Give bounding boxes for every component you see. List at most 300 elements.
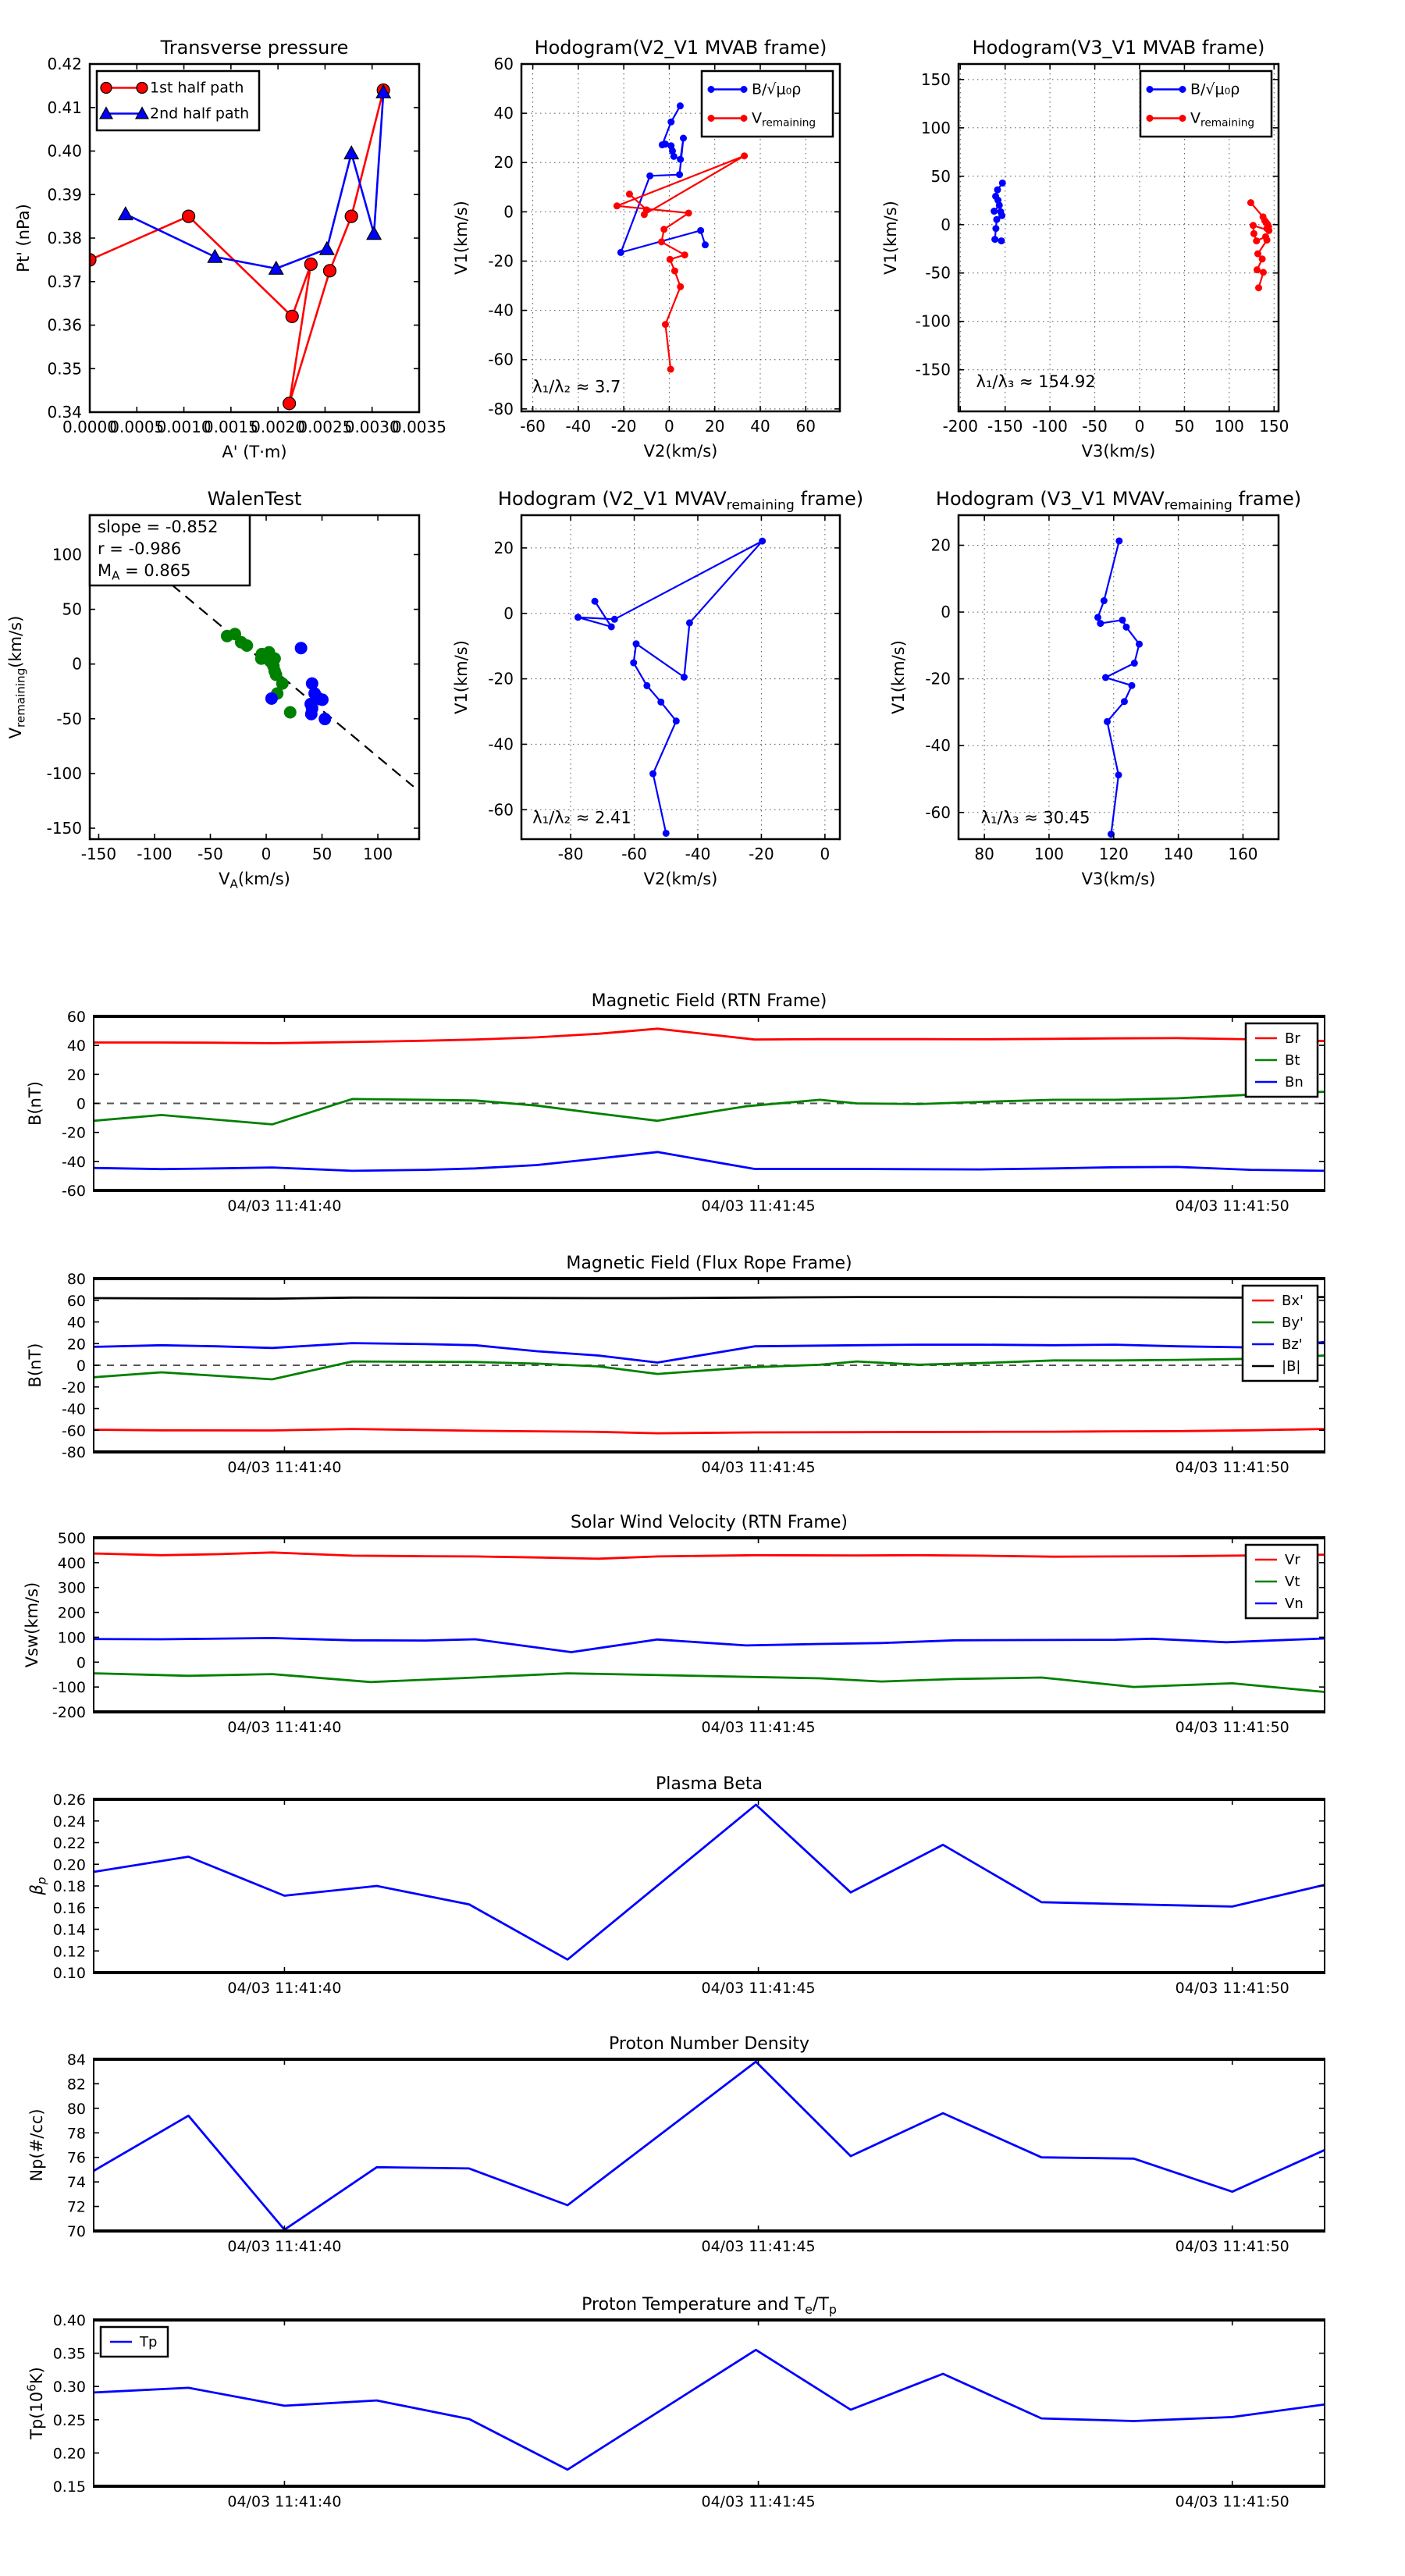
dot-marker (1247, 199, 1254, 206)
dot-marker (1115, 771, 1122, 778)
y-tick-label: 74 (66, 2174, 86, 2192)
annotation-line: slope = -0.852 (98, 518, 219, 536)
y-tick-label: 50 (62, 600, 82, 619)
y-tick-label: 0.40 (47, 141, 82, 161)
annotation: λ₁/λ₃ ≈ 154.92 (976, 372, 1096, 391)
x-tick-label: 100 (1214, 417, 1244, 436)
y-tick-label: 0 (76, 1095, 86, 1113)
y-tick-label: 0.10 (52, 1965, 86, 1982)
dot-marker (697, 227, 704, 234)
triangle-marker (320, 242, 334, 254)
y-tick-label: 0.18 (52, 1878, 86, 1895)
y-axis-label: $\beta_p$ (27, 1877, 49, 1895)
series-Vt-line (94, 1674, 1325, 1692)
y-tick-label: 0.15 (52, 2478, 86, 2496)
legend-label: By' (1282, 1315, 1304, 1331)
y-axis-label: $V_{remaining}(km/s)$ (6, 615, 28, 739)
circle-marker (304, 258, 317, 270)
dot-marker (662, 321, 669, 328)
legend-label: $V_{remaining}$ (1190, 109, 1255, 130)
x-axis-label: V3(km/s) (1081, 442, 1156, 461)
dot-marker (657, 699, 664, 706)
y-tick-label: 0.35 (47, 359, 82, 379)
y-axis-label: Vsw(km/s) (23, 1582, 41, 1668)
y-axis-label: V1(km/s) (452, 640, 471, 714)
x-tick-label: 100 (1033, 845, 1065, 863)
legend (97, 71, 259, 130)
dot-marker (1101, 597, 1108, 604)
x-tick-label: 0 (820, 845, 831, 863)
plot-title: Hodogram (V3_V1 $MVAV_{remaining}$ frame) (935, 488, 1302, 514)
y-tick-label: 0.41 (47, 98, 82, 117)
y-tick-label: 82 (66, 2076, 86, 2094)
legend (1140, 71, 1272, 137)
x-tick-label: 04/03 11:41:50 (1175, 1719, 1289, 1736)
y-tick-label: 80 (66, 2100, 86, 2118)
y-axis-label: Np(#/cc) (27, 2108, 46, 2182)
series-By-prime-line (94, 1356, 1325, 1380)
x-tick-label: 100 (362, 845, 393, 863)
y-tick-label: -80 (488, 399, 514, 418)
plot-title: Hodogram(V3_V1 MVAB frame) (972, 37, 1265, 59)
dot-marker (1265, 227, 1272, 234)
y-tick-label: 0.12 (52, 1943, 86, 1961)
dot-marker (295, 642, 308, 654)
y-tick-label: 40 (493, 104, 514, 123)
y-tick-label: 200 (57, 1604, 86, 1622)
y-tick-label: -60 (925, 802, 951, 822)
dot-marker (991, 208, 998, 215)
dot-marker (240, 639, 253, 652)
legend (1243, 1286, 1318, 1381)
dot-marker (1259, 255, 1266, 262)
series-Bx-prime-line (94, 1429, 1325, 1434)
series-layer (94, 1553, 1325, 1692)
plot-magnetic-field-rtn (26, 991, 1325, 1215)
y-tick-label: -100 (52, 1679, 86, 1697)
x-tick-label: 0 (1134, 417, 1145, 436)
y-tick-label: 0.34 (47, 403, 82, 422)
y-tick-label: 0.38 (47, 229, 82, 247)
x-axis-label: $V_A(km/s)$ (219, 870, 290, 891)
x-tick-label: 04/03 11:41:40 (227, 1459, 342, 1476)
y-tick-label: -50 (56, 709, 82, 728)
x-tick-label: 0 (261, 845, 272, 863)
legend-label: Vt (1285, 1574, 1300, 1590)
legend-label: Vr (1285, 1552, 1300, 1568)
annotation-line: r = -0.986 (98, 539, 182, 558)
legend (702, 71, 833, 137)
y-tick-label: 0.24 (52, 1813, 86, 1831)
circle-marker (323, 265, 336, 277)
dot-marker (630, 660, 637, 667)
series-layer (94, 2062, 1325, 2229)
x-tick-label: 04/03 11:41:45 (701, 2493, 816, 2510)
x-axis-label: V2(km/s) (643, 870, 718, 888)
dot-marker (649, 770, 656, 777)
x-tick-label: 50 (311, 845, 333, 863)
x-tick-label: 04/03 11:41:45 (701, 1197, 816, 1215)
series-Bn-line (94, 1152, 1325, 1171)
dot-marker (996, 201, 1003, 208)
dot-marker (676, 171, 683, 178)
y-tick-label: 150 (920, 69, 951, 89)
y-tick-label: 50 (930, 166, 951, 186)
y-tick-label: -200 (52, 1704, 86, 1721)
plot-proton-number-density (27, 2034, 1325, 2255)
dot-marker (592, 598, 599, 605)
x-tick-label: 04/03 11:41:40 (227, 1197, 342, 1215)
x-tick-label: 04/03 11:41:40 (227, 2493, 342, 2510)
x-tick-label: 0.0000 (62, 418, 117, 436)
x-tick-label: 0.0035 (392, 418, 446, 436)
dot-marker (663, 830, 670, 837)
dot-marker (1097, 620, 1104, 627)
y-tick-label: 0 (941, 215, 951, 234)
x-tick-label: 160 (1228, 845, 1258, 863)
y-axis-label: V1(km/s) (452, 201, 471, 275)
y-tick-label: 0.30 (52, 2379, 86, 2396)
y-tick-label: 20 (66, 1336, 86, 1354)
y-tick-label: 400 (57, 1554, 86, 1572)
x-tick-label: -200 (942, 417, 978, 436)
legend-label: B/√μ₀ρ (752, 80, 802, 98)
dot-marker (284, 706, 297, 719)
y-tick-label: -80 (61, 1444, 86, 1461)
plot-title: Proton Number Density (609, 2034, 809, 2054)
y-axis-label: $Tp(10^6K)$ (24, 2367, 46, 2439)
plot-proton-temperature (25, 2295, 1325, 2510)
x-tick-label: -80 (557, 845, 584, 863)
x-tick-label: -20 (749, 845, 774, 863)
y-axis-label: Pt' (nPa) (14, 204, 33, 272)
plot-title: Solar Wind Velocity (RTN Frame) (571, 1513, 848, 1532)
dot-marker (1121, 698, 1128, 705)
x-tick-label: 0.0025 (297, 418, 353, 436)
legend (1246, 1023, 1318, 1097)
x-tick-label: -60 (520, 417, 546, 436)
x-tick-label: 120 (1098, 845, 1129, 863)
legend (1246, 1545, 1318, 1618)
dot-marker (1115, 537, 1122, 544)
y-tick-label: 20 (493, 153, 514, 173)
y-tick-label: 100 (57, 1629, 86, 1647)
x-tick-label: -60 (621, 845, 647, 863)
y-tick-label: -20 (488, 669, 514, 688)
x-tick-label: 04/03 11:41:45 (701, 1980, 816, 1997)
circle-marker (286, 310, 298, 322)
y-axis-label: B(nT) (26, 1081, 44, 1126)
x-tick-label: 04/03 11:41:50 (1175, 2493, 1289, 2510)
y-tick-label: 70 (66, 2223, 86, 2240)
x-tick-label: -40 (685, 845, 711, 863)
x-axis-label: V3(km/s) (1081, 870, 1156, 888)
x-tick-label: 04/03 11:41:40 (227, 1719, 342, 1736)
y-tick-label: 0.35 (52, 2345, 86, 2363)
y-tick-label: 0.36 (47, 315, 82, 335)
plot-plasma-beta (27, 1774, 1325, 1997)
series-layer (1094, 537, 1143, 838)
dot-marker (992, 225, 999, 232)
y-tick-label: -50 (925, 263, 951, 283)
y-tick-label: 0.26 (52, 1791, 86, 1809)
plot-hodogram-v2v1-mvav (452, 488, 863, 888)
series-B-magnitude-line (94, 1297, 1325, 1299)
y-tick-label: 40 (66, 1314, 86, 1332)
plot-title: Plasma Beta (656, 1774, 763, 1794)
dot-marker (998, 237, 1005, 244)
y-tick-label: 60 (493, 55, 514, 73)
legend-label: Bx' (1282, 1293, 1304, 1309)
annotation: λ₁/λ₂ ≈ 2.41 (532, 808, 631, 827)
x-tick-label: -50 (1082, 417, 1108, 436)
dot-marker (1131, 660, 1138, 667)
dot-marker (1102, 674, 1109, 681)
x-tick-label: -20 (610, 417, 637, 436)
dot-marker (658, 238, 665, 245)
series-V-remaining-markers (614, 152, 748, 372)
dot-marker (667, 366, 674, 373)
y-tick-label: 40 (66, 1037, 86, 1055)
dot-marker (1250, 230, 1257, 237)
series-B-mvab-markers (991, 180, 1006, 244)
y-tick-label: -60 (61, 1183, 86, 1200)
y-tick-label: 80 (66, 1271, 86, 1288)
dot-marker (643, 682, 650, 689)
dot-marker (660, 226, 667, 233)
plot-hodogram-v2v1-mvab (452, 37, 840, 461)
y-tick-label: 0 (941, 603, 951, 622)
triangle-marker (367, 226, 381, 239)
y-axis-label: V1(km/s) (881, 201, 900, 275)
plot-title: Magnetic Field (RTN Frame) (591, 991, 827, 1011)
legend-label: 2nd half path (150, 105, 250, 123)
plot-hodogram-v3v1-mvab (881, 37, 1289, 461)
dot-marker (670, 153, 678, 160)
dot-marker (646, 173, 653, 180)
y-tick-label: 0 (72, 654, 82, 674)
dot-marker (318, 713, 331, 725)
y-tick-label: -40 (61, 1400, 86, 1418)
plot-title: Magnetic Field (Flux Rope Frame) (566, 1254, 852, 1273)
legend-label: $V_{remaining}$ (752, 109, 816, 130)
triangle-marker (119, 207, 133, 219)
dot-marker (702, 241, 709, 248)
series-V-remaining-line (617, 156, 744, 369)
dot-marker (1250, 222, 1257, 229)
annotation: λ₁/λ₃ ≈ 30.45 (980, 808, 1090, 827)
x-tick-label: 0.0005 (109, 418, 165, 436)
y-tick-label: -20 (61, 1124, 86, 1142)
y-tick-label: 0 (503, 603, 514, 623)
series-Tp-line (94, 2350, 1325, 2469)
y-tick-label: -150 (915, 360, 951, 379)
series-Vn-line (94, 1638, 1325, 1652)
legend-label: Tp (140, 2334, 158, 2350)
dot-marker (1254, 266, 1261, 273)
x-axis-label: V2(km/s) (643, 442, 718, 461)
series-beta-p-line (94, 1805, 1325, 1959)
y-tick-label: 72 (66, 2198, 86, 2216)
y-tick-label: 0 (503, 202, 514, 222)
plot-title: Hodogram(V2_V1 MVAB frame) (534, 37, 827, 59)
dot-marker (1104, 718, 1111, 725)
x-axis-label: A' (T·m) (222, 443, 287, 461)
x-tick-label: 150 (1259, 417, 1289, 436)
legend-label: 1st half path (150, 79, 244, 97)
dot-marker (993, 216, 1000, 223)
y-tick-label: 60 (66, 1009, 86, 1026)
annotation: λ₁/λ₂ ≈ 3.7 (532, 377, 621, 397)
dot-marker (1128, 682, 1135, 689)
y-axis-label: B(nT) (26, 1343, 44, 1388)
dot-marker (671, 268, 678, 275)
plot-title: Hodogram (V2_V1 $MVAV_{remaining}$ frame) (497, 488, 864, 514)
x-tick-label: 0.0010 (156, 418, 212, 436)
circle-marker (283, 397, 296, 410)
dot-marker (632, 640, 639, 647)
y-tick-label: 0 (76, 1654, 86, 1672)
y-tick-label: 500 (57, 1530, 86, 1547)
dot-marker (574, 614, 582, 621)
series-layer (94, 1805, 1325, 1959)
dot-marker (1253, 237, 1260, 244)
legend-label: Vn (1285, 1596, 1304, 1612)
y-tick-label: 20 (493, 538, 514, 557)
dot-marker (667, 256, 674, 263)
series-Br-line (94, 1029, 1325, 1044)
dot-marker (1094, 614, 1101, 621)
y-tick-label: 60 (66, 1292, 86, 1310)
x-tick-label: 60 (795, 417, 816, 436)
dot-marker (741, 152, 748, 159)
legend (101, 2327, 168, 2357)
y-tick-label: 100 (920, 118, 951, 137)
circle-marker (183, 210, 195, 222)
dot-marker (265, 692, 278, 705)
y-tick-label: 0.37 (47, 272, 82, 291)
y-tick-label: 84 (66, 2051, 86, 2069)
x-tick-label: 04/03 11:41:45 (701, 1719, 816, 1736)
plot-hodogram-v3v1-mvav (889, 488, 1301, 888)
y-tick-label: 0.42 (47, 55, 82, 73)
x-tick-label: 40 (750, 417, 770, 436)
dot-marker (759, 538, 766, 545)
legend-label: Bz' (1282, 1336, 1303, 1353)
dot-marker (677, 283, 684, 290)
x-tick-label: 04/03 11:41:50 (1175, 1980, 1289, 1997)
dot-marker (681, 251, 688, 258)
x-tick-label: -40 (565, 417, 592, 436)
x-tick-label: 0.0020 (251, 418, 306, 436)
x-tick-label: -150 (80, 845, 117, 863)
y-tick-label: -40 (61, 1153, 86, 1171)
y-tick-label: -40 (925, 736, 951, 756)
plot-title: Transverse pressure (160, 37, 349, 59)
dot-marker (305, 708, 318, 720)
triangle-marker (208, 250, 222, 262)
y-tick-label: -60 (488, 800, 514, 820)
y-tick-label: 76 (66, 2149, 86, 2167)
x-tick-label: 80 (974, 845, 994, 863)
annotation-line: $M_A = 0.865$ (98, 561, 191, 583)
x-tick-label: 04/03 11:41:50 (1175, 2238, 1289, 2255)
series-layer (614, 102, 748, 372)
series-layer (574, 538, 766, 837)
dot-marker (991, 236, 998, 243)
y-tick-label: 0.20 (52, 2445, 86, 2463)
series-V-remaining-line (578, 541, 763, 833)
y-tick-label: 0.22 (52, 1834, 86, 1852)
dot-marker (617, 249, 624, 256)
dot-marker (626, 190, 633, 197)
series-Bt-line (94, 1092, 1325, 1125)
x-tick-label: 04/03 11:41:45 (701, 1459, 816, 1476)
legend-label: Bt (1285, 1052, 1300, 1069)
series-1st-half-path-line (90, 91, 383, 404)
y-tick-label: -20 (925, 669, 951, 688)
dot-marker (680, 134, 687, 141)
y-tick-label: -150 (46, 818, 82, 838)
x-tick-label: 0.0015 (203, 418, 258, 436)
dot-marker (1136, 641, 1143, 648)
dot-marker (1122, 624, 1129, 631)
series-V-remaining-markers (1094, 537, 1143, 838)
plot-magnetic-field-flux-rope (26, 1254, 1325, 1476)
y-tick-label: -100 (915, 311, 951, 331)
triangle-marker (344, 146, 358, 158)
dot-marker (316, 693, 329, 706)
series-first-half-points-markers (221, 628, 297, 718)
y-tick-label: 20 (930, 535, 951, 555)
x-tick-label: 50 (1174, 417, 1195, 436)
x-tick-label: -150 (987, 417, 1023, 436)
plot-title: WalenTest (207, 488, 302, 510)
x-tick-label: 04/03 11:41:50 (1175, 1197, 1289, 1215)
x-tick-label: 0 (664, 417, 674, 436)
dot-marker (1119, 617, 1126, 624)
y-tick-label: -60 (61, 1422, 86, 1440)
x-tick-label: 04/03 11:41:40 (227, 2238, 342, 2255)
x-tick-label: 04/03 11:41:45 (701, 2238, 816, 2255)
dot-marker (681, 674, 688, 681)
dot-marker (667, 119, 674, 126)
y-tick-label: 0.39 (47, 185, 82, 205)
dot-marker (999, 180, 1006, 187)
x-tick-label: 04/03 11:41:40 (227, 1980, 342, 1997)
circle-marker (345, 210, 357, 222)
y-tick-label: -20 (488, 251, 514, 271)
dot-marker (677, 102, 684, 109)
y-tick-label: 0.25 (52, 2411, 86, 2429)
legend-label: |B| (1282, 1358, 1301, 1375)
dot-marker (614, 202, 621, 209)
dot-marker (686, 619, 693, 626)
x-tick-label: -50 (197, 845, 223, 863)
dot-marker (1260, 269, 1267, 276)
y-tick-label: -40 (488, 301, 514, 320)
y-axis-label: V1(km/s) (889, 640, 908, 714)
dot-marker (994, 187, 1001, 194)
plot-title: Proton Temperature and $T_e/T_p$ (582, 2295, 837, 2317)
dot-marker (611, 616, 618, 623)
series-1st-half-path-markers (84, 84, 389, 409)
dot-marker (1264, 237, 1271, 244)
x-tick-label: 20 (704, 417, 725, 436)
series-layer (84, 84, 390, 409)
series-V-remaining-markers (574, 538, 766, 837)
y-tick-label: 0.20 (52, 1856, 86, 1874)
